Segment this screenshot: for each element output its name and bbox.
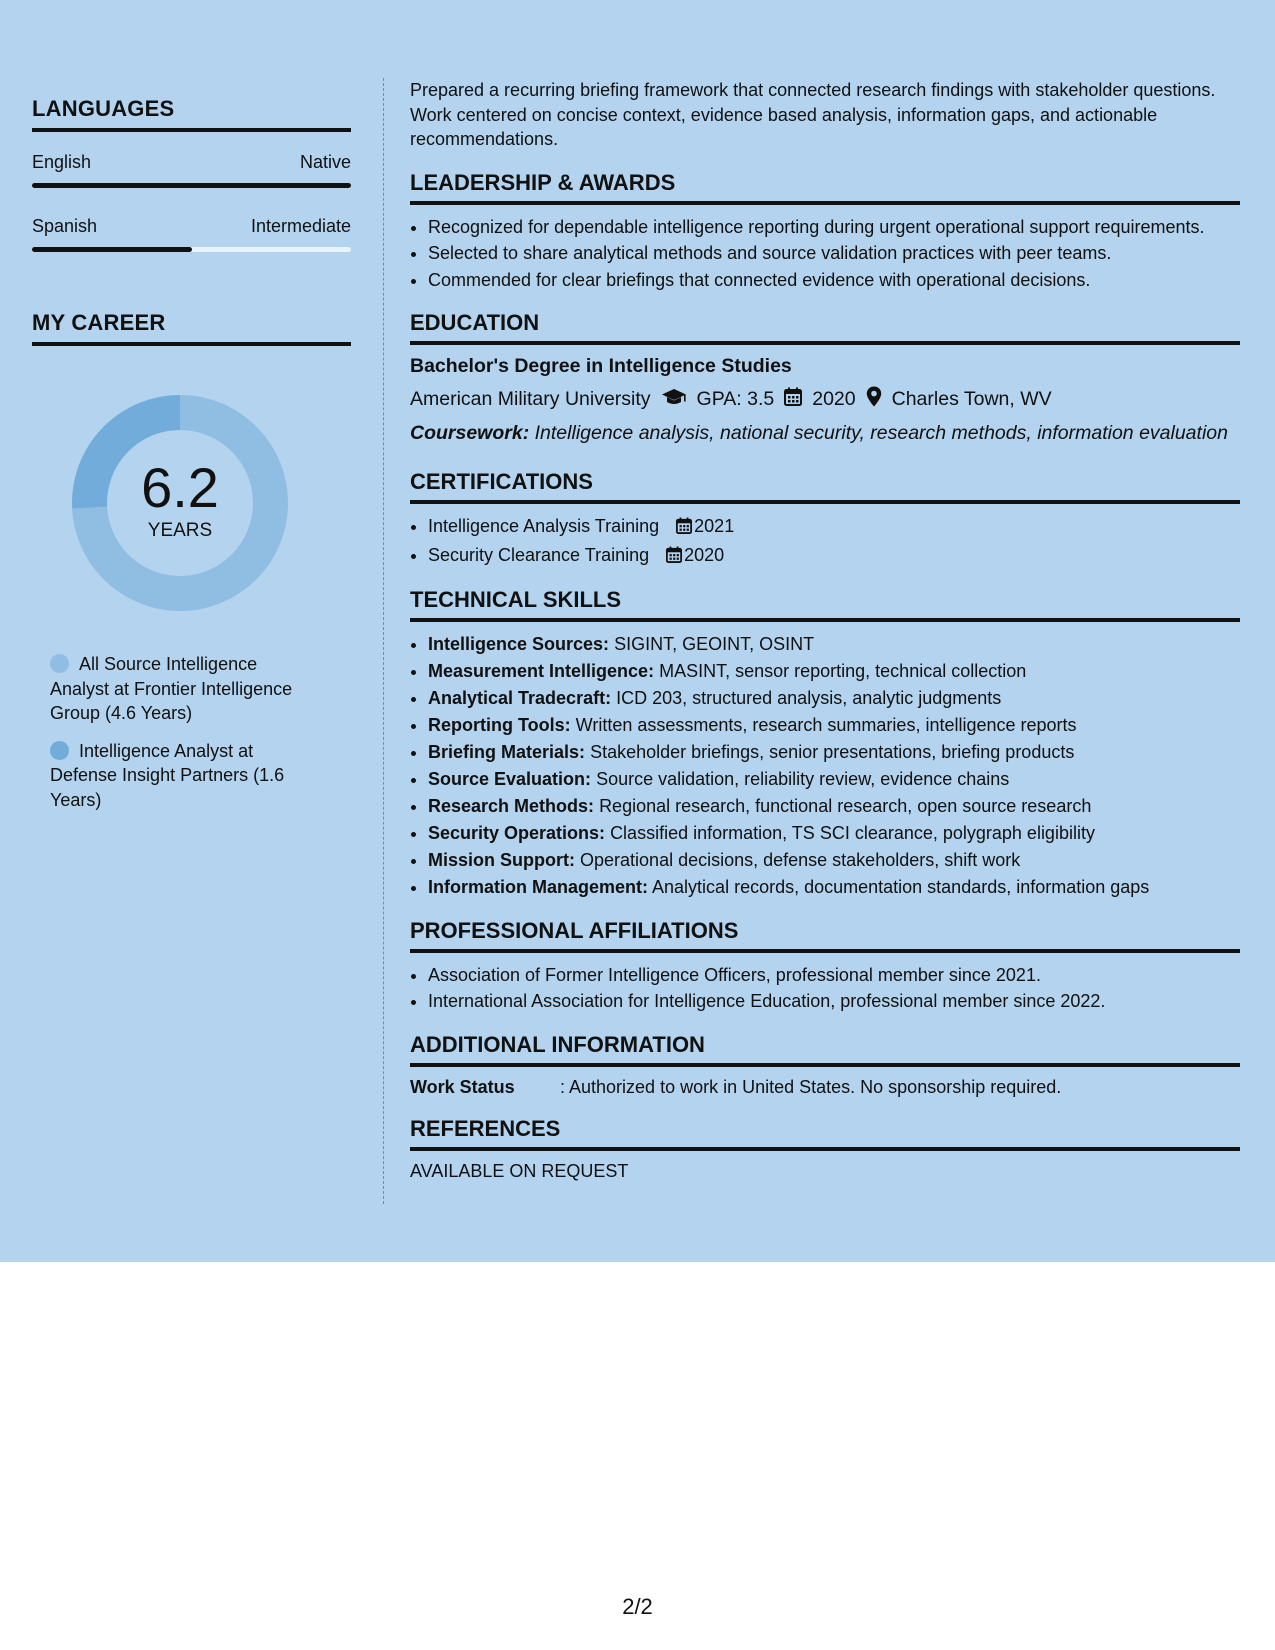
language-item: [32, 152, 351, 188]
coursework: [410, 421, 1240, 445]
leadership-title: LEADERSHIP & AWARDS: [410, 170, 1240, 205]
skill-item: [428, 686, 1240, 711]
skill-values: Source validation, reliability review, evidence chains: [596, 769, 1010, 789]
school-name: American Military University: [410, 388, 651, 410]
work-status-value: : Authorized to work in United States. No sponsorship required.: [560, 1076, 1062, 1097]
affiliations-section: [410, 918, 1240, 1014]
graduation-year: 2020: [812, 388, 856, 410]
column-divider: [383, 78, 384, 1204]
skill-item: [428, 767, 1240, 792]
skill-values: Classified information, TS SCI clearance, polygraph eligibility: [610, 823, 1095, 843]
career-legend-item: [50, 652, 320, 726]
language-item: [32, 216, 351, 252]
skill-category: Briefing Materials:: [428, 742, 586, 762]
career-total-unit: YEARS: [147, 520, 213, 541]
coursework-label: Coursework:: [410, 422, 530, 444]
page-number: 2/2: [622, 1594, 653, 1619]
calendar-icon: [666, 545, 682, 570]
left-column: [32, 96, 351, 825]
certification-name: Intelligence Analysis Training: [428, 516, 660, 536]
languages-title: LANGUAGES: [32, 96, 351, 132]
skill-category: Reporting Tools:: [428, 715, 571, 735]
skill-item: [428, 848, 1240, 873]
language-proficiency-fill: [32, 183, 351, 188]
degree-name: Bachelor's Degree in Intelligence Studies: [410, 355, 792, 377]
skills-section: [410, 587, 1240, 900]
school-location: Charles Town, WV: [891, 388, 1052, 410]
work-status-label: Work Status: [410, 1076, 515, 1097]
additional-info-section: [410, 1032, 1240, 1098]
skill-category: Source Evaluation:: [428, 769, 592, 789]
certifications-section: [410, 469, 1240, 569]
skill-values: ICD 203, structured analysis, analytic judgments: [616, 688, 1002, 708]
skill-item: [428, 740, 1240, 765]
certification-year: 2020: [684, 544, 725, 565]
language-level: Intermediate: [250, 216, 351, 236]
certification-item: [428, 514, 1240, 541]
language-proficiency-fill: [32, 247, 192, 252]
skill-item: [428, 713, 1240, 738]
career-legend-label: Intelligence Analyst at Defense Insight Partners (1.6 Years): [50, 740, 285, 810]
leadership-section: [410, 170, 1240, 293]
list-item: • Association of Former Intelligence Officers, professional member since 2021.: [428, 963, 1240, 988]
references-text: AVAILABLE ON REQUEST: [410, 1160, 629, 1181]
language-name: English: [32, 152, 92, 172]
language-proficiency-bar: [32, 183, 351, 188]
location-pin-icon: [866, 386, 882, 413]
certification-item: [428, 543, 1240, 570]
career-legend-item: [50, 739, 320, 813]
certifications-title: CERTIFICATIONS: [410, 469, 1240, 504]
education-section: [410, 310, 1240, 445]
skill-category: Measurement Intelligence:: [428, 661, 655, 681]
career-total-years: 6.2: [141, 456, 219, 519]
certification-name: Security Clearance Training: [428, 544, 650, 565]
skill-category: Analytical Tradecraft:: [428, 688, 612, 708]
skill-values: Stakeholder briefings, senior presentations, briefing products: [590, 742, 1075, 762]
graduation-cap-icon: [661, 388, 687, 412]
language-level: Native: [299, 152, 351, 172]
legend-dot-icon: [50, 654, 69, 673]
skill-category: Information Management:: [428, 877, 649, 897]
skill-values: Written assessments, research summaries, intelligence reports: [575, 715, 1077, 735]
certification-year: 2021: [694, 516, 735, 536]
skill-category: Research Methods:: [428, 796, 595, 816]
skill-item: [428, 632, 1240, 657]
skills-title: TECHNICAL SKILLS: [410, 587, 1240, 622]
coursework-list: Intelligence analysis, national security, research methods, information evaluation: [534, 422, 1228, 444]
list-item: • Selected to share analytical methods and source validation practices with peer teams.: [428, 241, 1240, 266]
list-item: • Commended for clear briefings that connected evidence with operational decisions.: [428, 268, 1240, 293]
skill-item: [428, 821, 1240, 846]
list-item: • International Association for Intelligence Education, professional member since 2022.: [428, 989, 1240, 1014]
additional-info-title: ADDITIONAL INFORMATION: [410, 1032, 1240, 1067]
calendar-icon: [784, 387, 802, 412]
calendar-icon: [676, 516, 692, 541]
skill-values: Operational decisions, defense stakeholders, shift work: [580, 850, 1021, 870]
references-title: REFERENCES: [410, 1116, 1240, 1151]
language-proficiency-bar: [32, 247, 351, 252]
skill-category: Security Operations:: [428, 823, 606, 843]
skill-item: [428, 659, 1240, 684]
skill-values: Analytical records, documentation standards, information gaps: [652, 877, 1150, 897]
skill-category: Intelligence Sources:: [428, 634, 610, 654]
affiliations-title: PROFESSIONAL AFFILIATIONS: [410, 918, 1240, 953]
career-title: MY CAREER: [32, 310, 351, 346]
skill-values: SIGINT, GEOINT, OSINT: [614, 634, 815, 654]
career-legend-label: All Source Intelligence Analyst at Frontier Intelligence Group (4.6 Years): [50, 654, 293, 723]
education-title: EDUCATION: [410, 310, 1240, 345]
experience-description: Prepared a recurring briefing framework that connected research findings with stakeholder questions. Work centered on concise context, evidence based analysis, information gaps, and actionable recommendations.: [410, 80, 1216, 149]
career-donut-chart: [67, 390, 293, 616]
skill-item: [428, 794, 1240, 819]
skill-category: Mission Support:: [428, 850, 575, 870]
gpa: GPA: 3.5: [696, 388, 775, 410]
career-legend: [50, 652, 320, 812]
language-name: Spanish: [32, 216, 98, 236]
skill-item: [428, 875, 1240, 900]
right-column: [410, 78, 1240, 1182]
legend-dot-icon: [50, 741, 69, 760]
skill-values: MASINT, sensor reporting, technical collection: [659, 661, 1027, 681]
references-section: [410, 1116, 1240, 1182]
skill-values: Regional research, functional research, open source research: [599, 796, 1092, 816]
list-item: • Recognized for dependable intelligence reporting during urgent operational support requirements.: [428, 215, 1240, 240]
